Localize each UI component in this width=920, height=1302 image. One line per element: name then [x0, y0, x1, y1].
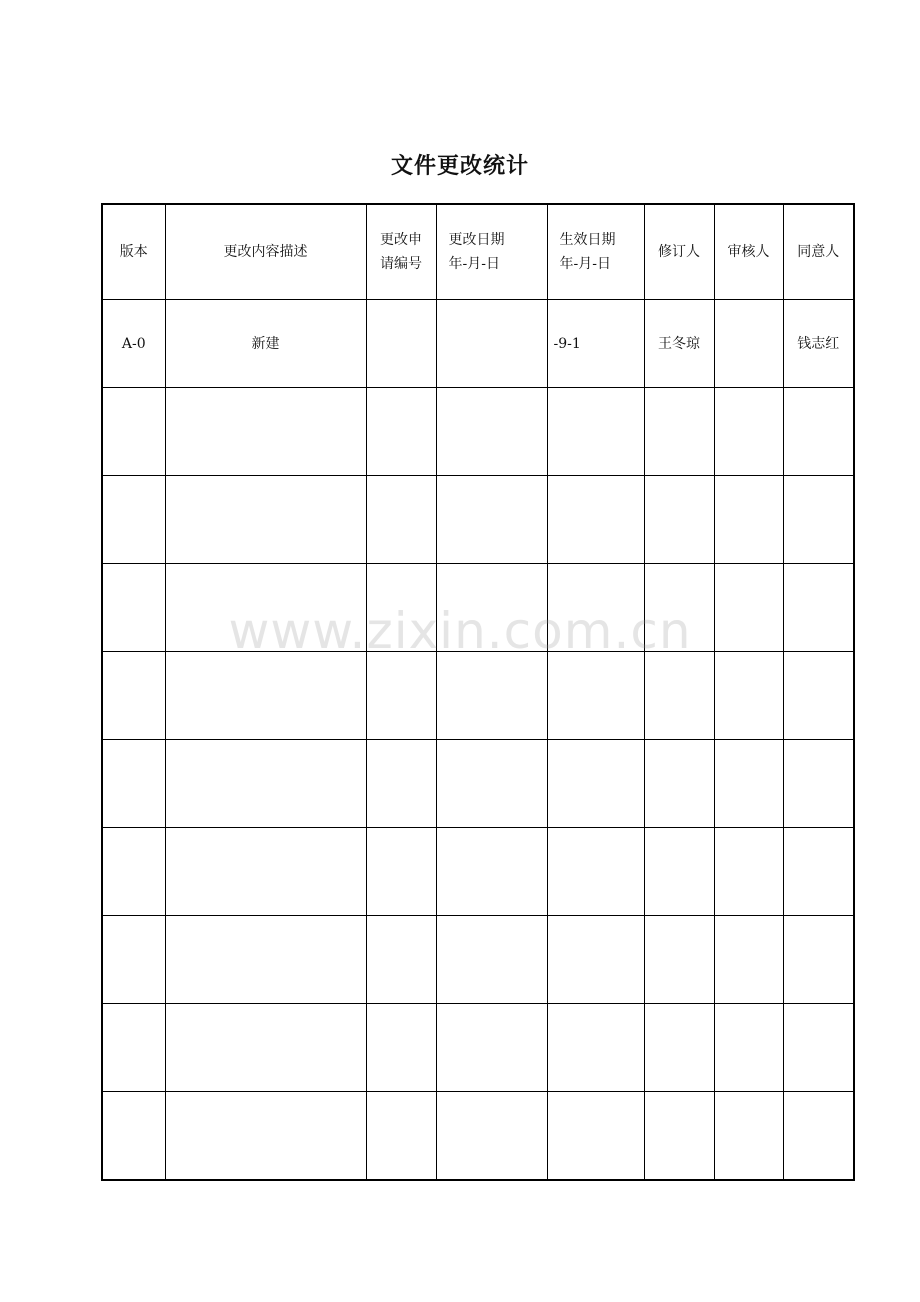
- cell-reviser: [644, 564, 714, 652]
- cell-request-no: [366, 916, 436, 1004]
- cell-reviser: [644, 916, 714, 1004]
- header-version: 版本: [102, 204, 165, 300]
- cell-change-date: [436, 1004, 547, 1092]
- header-request-no: [366, 204, 436, 300]
- cell-effective-date: [547, 388, 644, 476]
- cell-reviewer: [714, 564, 783, 652]
- table-row: [102, 476, 854, 564]
- header-request-no-line1: 更改申: [380, 232, 422, 248]
- cell-change-date: [436, 300, 547, 388]
- cell-change-date: [436, 916, 547, 1004]
- cell-reviser: [644, 1092, 714, 1181]
- cell-description: [165, 652, 366, 740]
- cell-approver: [783, 476, 854, 564]
- header-change-date-line2: 年-月-日: [448, 256, 500, 272]
- table-row: [102, 388, 854, 476]
- cell-effective-date: [547, 916, 644, 1004]
- header-effective-date-line2: 年-月-日: [559, 256, 611, 272]
- cell-approver: [783, 740, 854, 828]
- cell-reviser: [644, 476, 714, 564]
- cell-description: [165, 740, 366, 828]
- cell-version: [102, 1004, 165, 1092]
- cell-approver: [783, 388, 854, 476]
- header-reviser: 修订人: [644, 204, 714, 300]
- cell-effective-date: [547, 564, 644, 652]
- cell-request-no: [366, 1092, 436, 1181]
- cell-reviser: [644, 388, 714, 476]
- cell-reviewer: [714, 916, 783, 1004]
- cell-description: [165, 1092, 366, 1181]
- cell-change-date: [436, 388, 547, 476]
- cell-description: 新建: [165, 300, 366, 388]
- cell-request-no: [366, 564, 436, 652]
- table-row: [102, 740, 854, 828]
- cell-approver: [783, 652, 854, 740]
- cell-version: [102, 388, 165, 476]
- cell-request-no: [366, 388, 436, 476]
- header-change-date: [436, 204, 547, 300]
- cell-request-no: [366, 300, 436, 388]
- header-request-no-line2: 请编号: [380, 256, 422, 272]
- cell-reviewer: [714, 476, 783, 564]
- cell-version: [102, 1092, 165, 1181]
- cell-change-date: [436, 652, 547, 740]
- table-row: [102, 300, 854, 388]
- cell-request-no: [366, 828, 436, 916]
- cell-approver: [783, 1092, 854, 1181]
- watermark-text: www.zixin.com.cn: [228, 602, 692, 660]
- table-row: [102, 1092, 854, 1181]
- cell-request-no: [366, 1004, 436, 1092]
- cell-reviewer: [714, 1092, 783, 1181]
- cell-effective-date: [547, 1004, 644, 1092]
- cell-reviser: [644, 740, 714, 828]
- cell-reviser: [644, 1004, 714, 1092]
- cell-change-date: [436, 1092, 547, 1181]
- cell-version: [102, 476, 165, 564]
- table-row: [102, 828, 854, 916]
- cell-effective-date: [547, 828, 644, 916]
- change-log-table: [101, 203, 855, 1181]
- cell-reviser: [644, 828, 714, 916]
- cell-effective-date: [547, 476, 644, 564]
- cell-reviewer: [714, 652, 783, 740]
- header-description: 更改内容描述: [165, 204, 366, 300]
- cell-request-no: [366, 652, 436, 740]
- cell-approver: 钱志红: [783, 300, 854, 388]
- cell-description: [165, 916, 366, 1004]
- cell-change-date: [436, 828, 547, 916]
- cell-approver: [783, 1004, 854, 1092]
- cell-effective-date: -9-1: [547, 300, 644, 388]
- cell-approver: [783, 916, 854, 1004]
- cell-reviewer: [714, 388, 783, 476]
- cell-version: [102, 652, 165, 740]
- table-row: [102, 564, 854, 652]
- cell-change-date: [436, 476, 547, 564]
- cell-version: [102, 740, 165, 828]
- cell-reviewer: [714, 300, 783, 388]
- header-effective-date: [547, 204, 644, 300]
- table-row: [102, 1004, 854, 1092]
- cell-description: [165, 388, 366, 476]
- cell-approver: [783, 564, 854, 652]
- cell-version: A-0: [102, 300, 165, 388]
- cell-reviewer: [714, 740, 783, 828]
- cell-reviser: 王冬琼: [644, 300, 714, 388]
- cell-version: [102, 564, 165, 652]
- cell-effective-date: [547, 1092, 644, 1181]
- header-row: [102, 204, 854, 300]
- table-row: [102, 916, 854, 1004]
- cell-version: [102, 828, 165, 916]
- cell-reviewer: [714, 828, 783, 916]
- cell-description: [165, 1004, 366, 1092]
- cell-effective-date: [547, 652, 644, 740]
- cell-request-no: [366, 740, 436, 828]
- cell-description: [165, 828, 366, 916]
- cell-reviewer: [714, 1004, 783, 1092]
- header-approver: 同意人: [783, 204, 854, 300]
- cell-approver: [783, 828, 854, 916]
- document-title: 文件更改统计: [390, 154, 529, 179]
- table-row: [102, 652, 854, 740]
- header-effective-date-line1: 生效日期: [559, 232, 616, 248]
- cell-description: [165, 564, 366, 652]
- cell-request-no: [366, 476, 436, 564]
- cell-effective-date: [547, 740, 644, 828]
- cell-description: [165, 476, 366, 564]
- cell-version: [102, 916, 165, 1004]
- header-reviewer: 审核人: [714, 204, 783, 300]
- cell-change-date: [436, 564, 547, 652]
- cell-reviser: [644, 652, 714, 740]
- header-change-date-line1: 更改日期: [448, 232, 505, 248]
- cell-change-date: [436, 740, 547, 828]
